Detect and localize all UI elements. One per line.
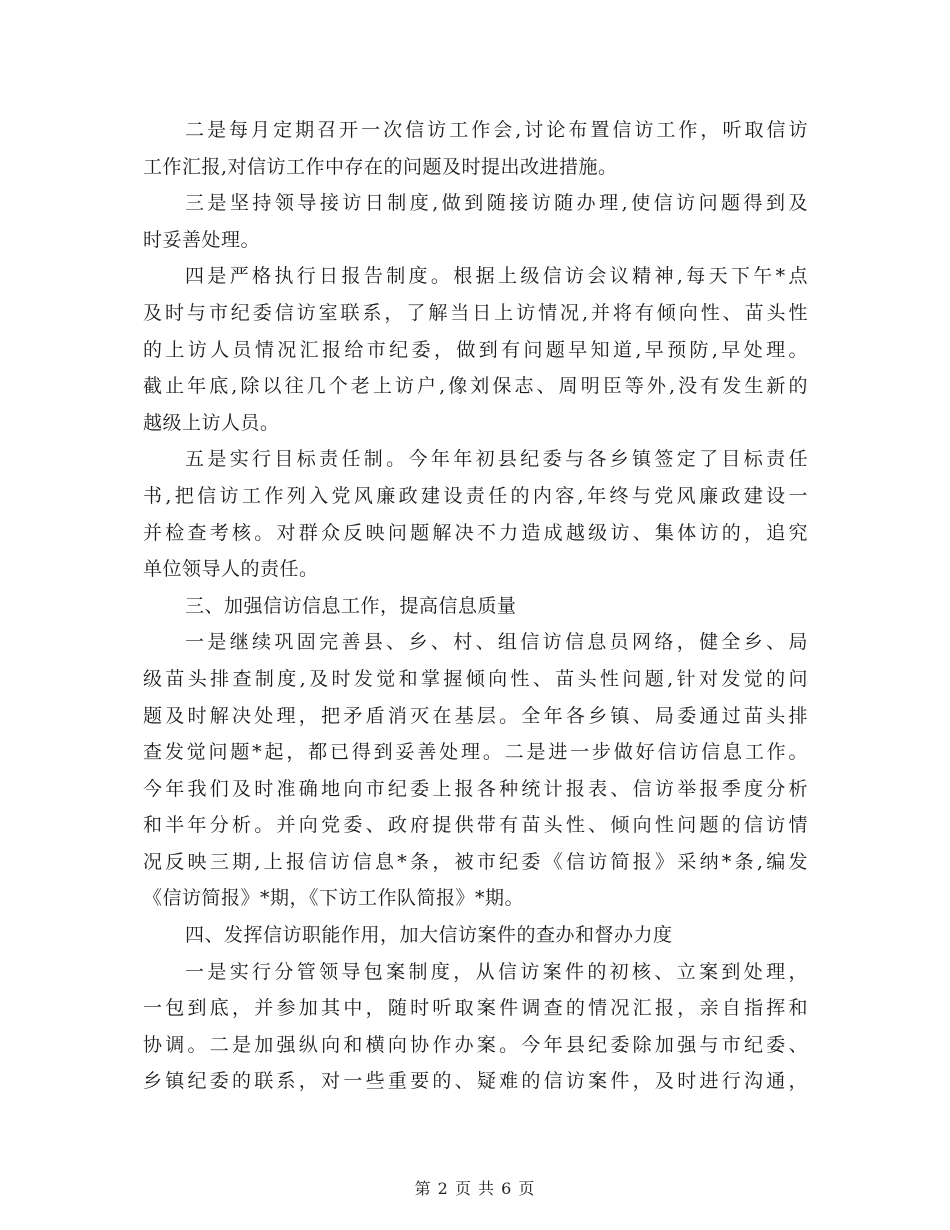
text-line: 并检查考核。对群众反映问题解决不力造成越级访、集体访的，追究: [143, 521, 808, 544]
text-line: 三是坚持领导接访日制度,做到随接访随办理,使信访问题得到及: [185, 192, 808, 215]
text-line: 的上访人员情况汇报给市纪委，做到有问题早知道,早预防,早处理。: [143, 338, 808, 361]
text-line: 题及时解决处理，把矛盾消灭在基层。全年各乡镇、局委通过苗头排: [143, 704, 808, 727]
text-line: 时妥善处理。: [143, 228, 261, 251]
text-line: 四是严格执行日报告制度。根据上级信访会议精神,每天下午*点: [185, 265, 808, 288]
text-line: 及时与市纪委信访室联系，了解当日上访情况,并将有倾向性、苗头性: [143, 301, 808, 324]
document-body: [143, 112, 808, 1100]
text-line: 截止年底,除以往几个老上访户,像刘保志、周明臣等外,没有发生新的: [143, 375, 808, 398]
section-heading: 三、加强信访信息工作，提高信息质量: [185, 594, 517, 617]
text-line: 今年我们及时准确地向市纪委上报各种统计报表、信访举报季度分析: [143, 777, 808, 800]
text-line: 五是实行目标责任制。今年年初县纪委与各乡镇签定了目标责任: [185, 448, 808, 471]
text-line: 乡镇纪委的联系，对一些重要的、疑难的信访案件，及时进行沟通，: [143, 1070, 808, 1093]
text-line: 单位领导人的责任。: [143, 558, 319, 581]
text-line: 工作汇报,对信访工作中存在的问题及时提出改进措施。: [143, 155, 618, 178]
text-line: 《信访简报》*期，《下访工作队简报》*期。: [143, 887, 525, 910]
text-line: 查发觉问题*起，都已得到妥善处理。二是进一步做好信访信息工作。: [143, 741, 808, 764]
text-line: 一是实行分管领导包案制度，从信访案件的初核、立案到处理，: [185, 960, 808, 983]
text-line: 和半年分析。并向党委、政府提供带有苗头性、倾向性问题的信访情: [143, 814, 808, 837]
text-line: 越级上访人员。: [143, 411, 280, 434]
text-line: 二是每月定期召开一次信访工作会,讨论布置信访工作，听取信访: [185, 119, 808, 141]
text-line: 况反映三期,上报信访信息*条，被市纪委《信访简报》采纳*条,编发: [143, 850, 808, 873]
page-footer: 第 2 页 共 6 页: [414, 1179, 536, 1198]
text-line: 一是继续巩固完善县、乡、村、组信访信息员网络，健全乡、局: [185, 631, 808, 654]
section-heading: 四、发挥信访职能作用，加大信访案件的查办和督办力度: [185, 924, 673, 947]
text-line: 协调。二是加强纵向和横向协作办案。今年县纪委除加强与市纪委、: [143, 1033, 808, 1056]
text-line: 级苗头排查制度,及时发觉和掌握倾向性、苗头性问题,针对发觉的问: [143, 667, 808, 690]
text-line: 书,把信访工作列入党风廉政建设责任的内容,年终与党风廉政建设一: [143, 484, 808, 507]
text-line: 一包到底，并参加其中，随时听取案件调查的情况汇报，亲自指挥和: [143, 997, 808, 1020]
